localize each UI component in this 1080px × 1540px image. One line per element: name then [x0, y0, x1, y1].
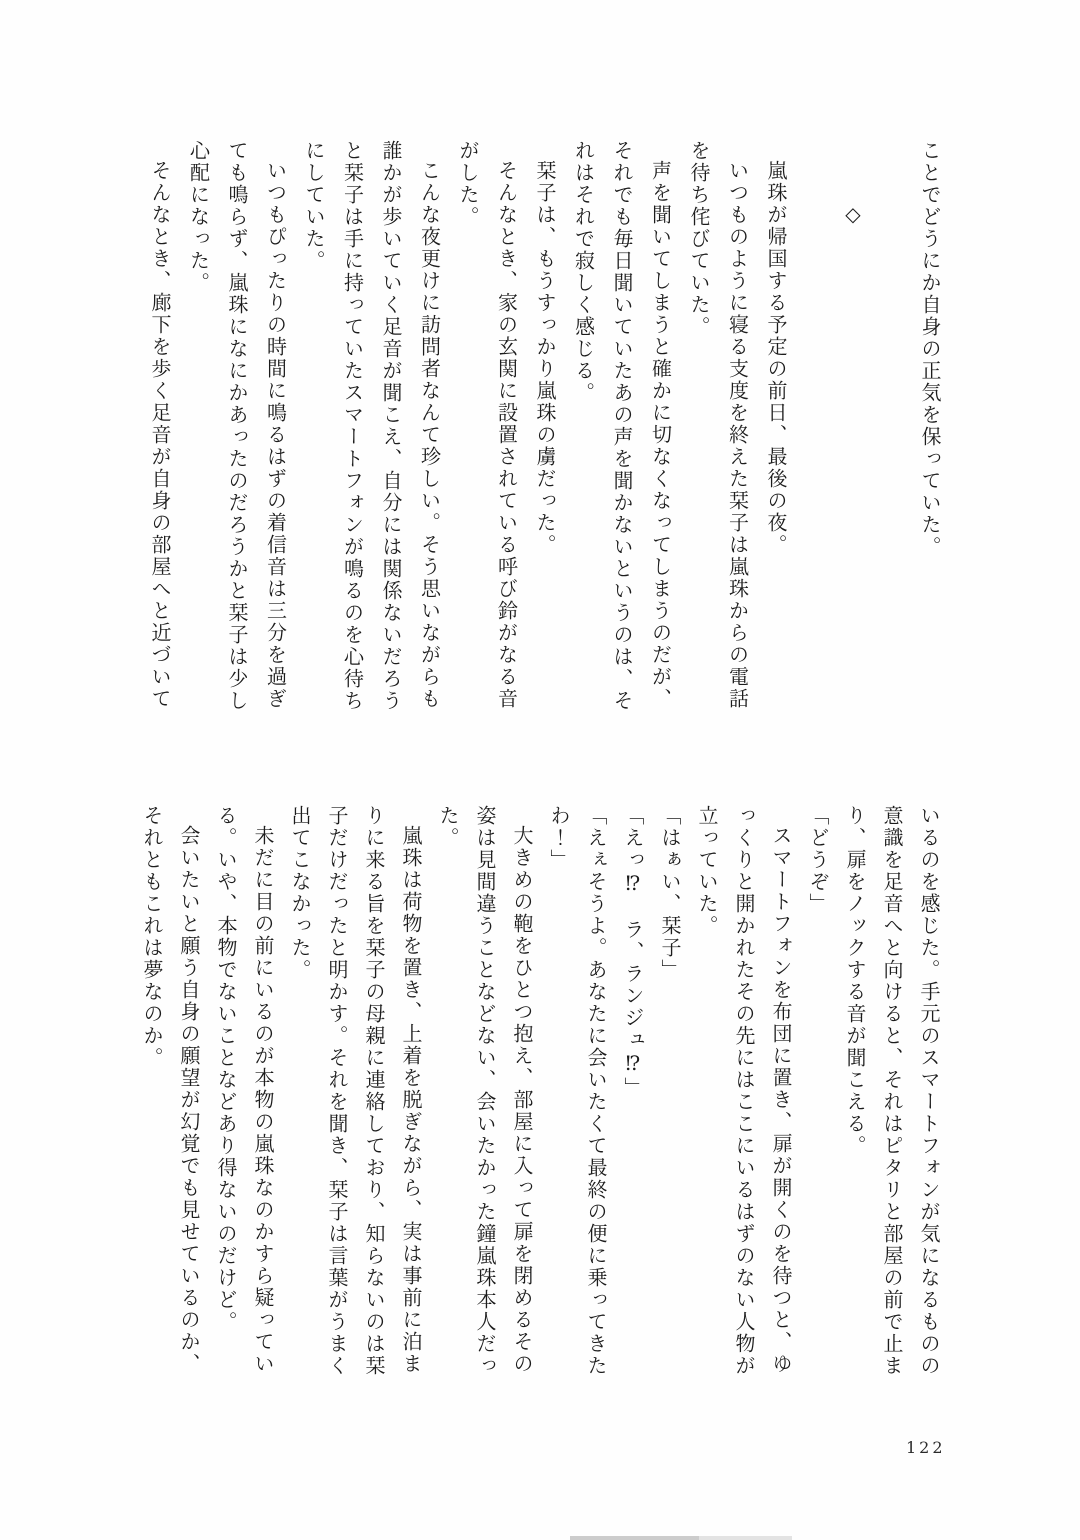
text-block-bottom — [133, 805, 947, 1380]
dialogue-line: 「はぁい、栞子」 — [658, 805, 682, 981]
paragraph: 会いたいと願う自身の願望が幻覚でも見せているのか、それともこれは夢なのか。 — [140, 805, 201, 1375]
paragraph: 未だに目の前にいるのが本物の嵐珠なのかすら疑っている。いや、本物でないことなどあり得ないのだけど。 — [214, 805, 275, 1375]
paragraph: そんなとき、家の玄関に設置されている呼び鈴がなる音がした。 — [456, 140, 519, 710]
text-block-top — [141, 140, 950, 715]
paragraph: 大きめの鞄をひとつ抱え、部屋に入って扉を閉めるその姿は見間違うことなどない、会いたかった鐘嵐珠本人だった。 — [436, 805, 534, 1377]
paragraph: 声を聞いてしまうと確かに切なくなってしまうのだが、それでも毎日聞いていたあの声を聞かないというのは、それはそれで寂しく感じる。 — [571, 140, 673, 712]
paragraph: 嵐珠が帰国する予定の前日、最後の夜。 — [764, 160, 788, 556]
paragraph: 栞子は、もうすっかり嵐珠の虜だった。 — [533, 160, 557, 556]
section-break-diamond: ◇ — [841, 202, 865, 228]
scan-edge-artifact — [570, 1536, 792, 1540]
paragraph: こんな夜更けに訪問者なんて珍しい。そう思いながらも誰かが歩いていく足音が聞こえ、自分には関係ないだろうと栞子は手に持っていたスマートフォンが鳴るのを心待ちにしていた。 — [302, 140, 442, 712]
paragraph: スマートフォンを布団に置き、扉が開くのを待つと、ゆっくりと開かれたその先にはここにいるはずのない人物が立っていた。 — [695, 805, 793, 1377]
paragraph: いるのを感じた。手元のスマートフォンが気になるものの意識を足音へと向けると、それはピタリと部屋の前で止まり、扉をノックする音が聞こえる。 — [843, 805, 941, 1377]
dialogue-line: 「えっ⁉ ラ、ランジュ⁉」 — [621, 805, 645, 1099]
paragraph: そんなとき、廊下を歩く足音が自身の部屋へと近づいて — [148, 160, 172, 710]
paragraph: 嵐珠は荷物を置き、上着を脱ぎながら、実は事前に泊まりに来る旨を栞子の母親に連絡しており、知らないのは栞子だけだったと明かす。それを聞き、栞子は言葉がうまく出てこなかった。 — [288, 805, 423, 1377]
paragraph: いつもぴったりの時間に鳴るはずの着信音は三分を過ぎても鳴らず、嵐珠になにかあったのだろうかと栞子は少し心配になった。 — [186, 140, 288, 712]
paragraph: ことでどうにか自身の正気を保っていた。 — [918, 140, 942, 558]
dialogue-line: 「どうぞ」 — [806, 805, 830, 915]
paragraph: いつものように寝る支度を終えた栞子は嵐珠からの電話を待ち侘びていた。 — [687, 140, 750, 710]
page-number: 122 — [906, 1438, 946, 1457]
dialogue-line: 「えぇそうよ。あなたに会いたくて最終の便に乗ってきたわ！」 — [547, 805, 608, 1377]
